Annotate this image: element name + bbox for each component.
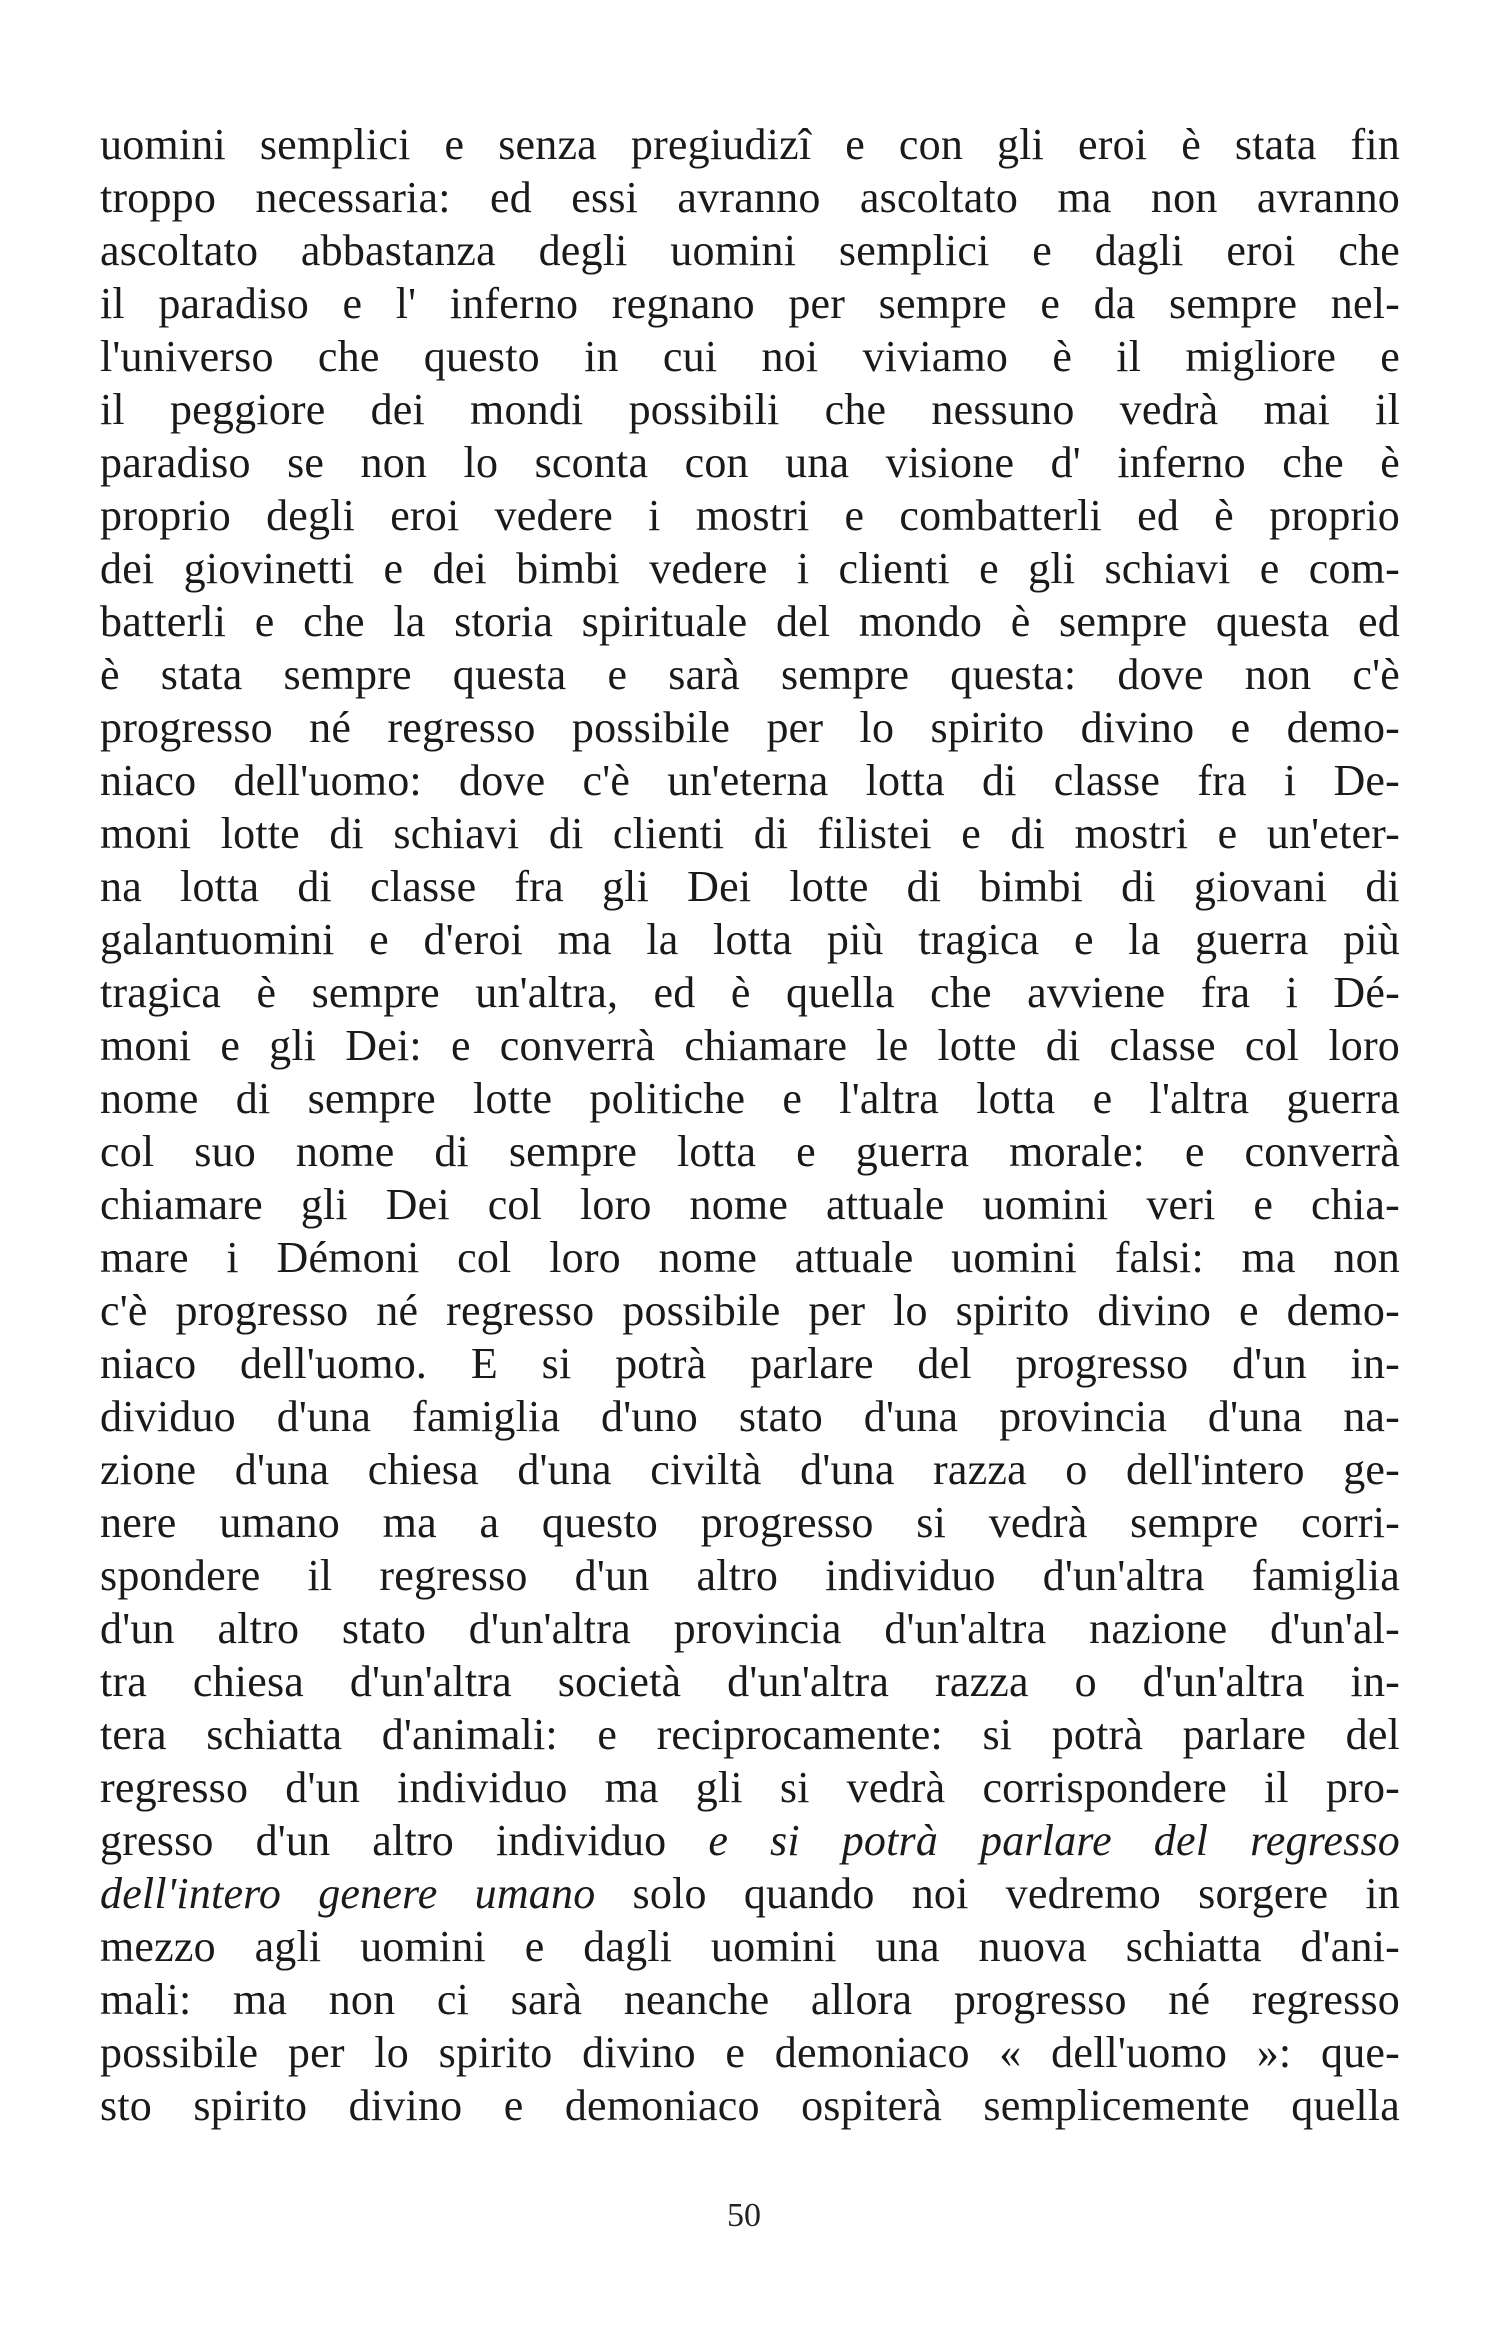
text-line: ascoltato abbastanza degli uomini semplici e dagli eroi che [100, 226, 1400, 275]
text-line: dividuo d'una famiglia d'uno stato d'una provincia d'una na- [100, 1392, 1400, 1441]
text-line: col suo nome di sempre lotta e guerra morale: e converrà [100, 1127, 1400, 1176]
text-line: d'un altro stato d'un'altra provincia d'un'altra nazione d'un'al- [100, 1604, 1400, 1653]
page-number: 50 [727, 2197, 761, 2234]
italic-text: dell'intero genere umano [100, 1869, 596, 1918]
text-line: il paradiso e l' inferno regnano per sempre e da sempre nel- [100, 279, 1400, 328]
text-line-mixed [100, 1867, 1400, 1920]
text-line: zione d'una chiesa d'una civiltà d'una razza o dell'intero ge- [100, 1445, 1400, 1494]
text-line: niaco dell'uomo. E si potrà parlare del progresso d'un in- [100, 1339, 1400, 1388]
text-line: na lotta di classe fra gli Dei lotte di bimbi di giovani di [100, 862, 1400, 911]
text-line: galantuomini e d'eroi ma la lotta più tragica e la guerra più [100, 915, 1400, 964]
text-line: progresso né regresso possibile per lo spirito divino e demo- [100, 703, 1400, 752]
text-line: niaco dell'uomo: dove c'è un'eterna lotta di classe fra i De- [100, 756, 1400, 805]
text-line: tera schiatta d'animali: e reciprocamente: si potrà parlare del [100, 1710, 1400, 1759]
text-line-mixed [100, 1814, 1400, 1867]
text-line: moni lotte di schiavi di clienti di filistei e di mostri e un'eter- [100, 809, 1400, 858]
text-line: mezzo agli uomini e dagli uomini una nuova schiatta d'ani- [100, 1922, 1400, 1971]
text-line: tra chiesa d'un'altra società d'un'altra razza o d'un'altra in- [100, 1657, 1400, 1706]
text-line: spondere il regresso d'un altro individuo d'un'altra famiglia [100, 1551, 1400, 1600]
text-line: batterli e che la storia spirituale del mondo è sempre questa ed [100, 597, 1400, 646]
text-line: nome di sempre lotte politiche e l'altra lotta e l'altra guerra [100, 1074, 1400, 1123]
text-line: sto spirito divino e demoniaco ospiterà semplicemente quella [100, 2081, 1400, 2130]
roman-text: solo quando noi vedremo sorgere in [595, 1869, 1401, 1918]
text-line: paradiso se non lo sconta con una visione d' inferno che è [100, 438, 1400, 487]
text-line: mare i Démoni col loro nome attuale uomini falsi: ma non [100, 1233, 1400, 1282]
text-line: tragica è sempre un'altra, ed è quella che avviene fra i Dé- [100, 968, 1400, 1017]
text-line: possibile per lo spirito divino e demoniaco « dell'uomo »: que- [100, 2028, 1400, 2077]
text-line: nere umano ma a questo progresso si vedrà sempre corri- [100, 1498, 1400, 1547]
text-line: l'universo che questo in cui noi viviamo è il migliore e [100, 332, 1400, 381]
text-line: il peggiore dei mondi possibili che nessuno vedrà mai il [100, 385, 1400, 434]
body-text [100, 118, 1400, 2132]
text-line: uomini semplici e senza pregiudizî e con gli eroi è stata fin [100, 120, 1400, 169]
roman-text: gresso d'un altro individuo [100, 1816, 709, 1865]
text-line: è stata sempre questa e sarà sempre questa: dove non c'è [100, 650, 1400, 699]
text-line: dei giovinetti e dei bimbi vedere i clienti e gli schiavi e com- [100, 544, 1400, 593]
text-line: chiamare gli Dei col loro nome attuale uomini veri e chia- [100, 1180, 1400, 1229]
text-line: regresso d'un individuo ma gli si vedrà corrispondere il pro- [100, 1763, 1400, 1812]
italic-text: e si potrà parlare del regresso [708, 1816, 1400, 1865]
text-line: troppo necessaria: ed essi avranno ascoltato ma non avranno [100, 173, 1400, 222]
text-line: moni e gli Dei: e converrà chiamare le lotte di classe col loro [100, 1021, 1400, 1070]
text-line: c'è progresso né regresso possibile per lo spirito divino e demo- [100, 1286, 1400, 1335]
text-line: proprio degli eroi vedere i mostri e combatterli ed è proprio [100, 491, 1400, 540]
text-line: mali: ma non ci sarà neanche allora progresso né regresso [100, 1975, 1400, 2024]
